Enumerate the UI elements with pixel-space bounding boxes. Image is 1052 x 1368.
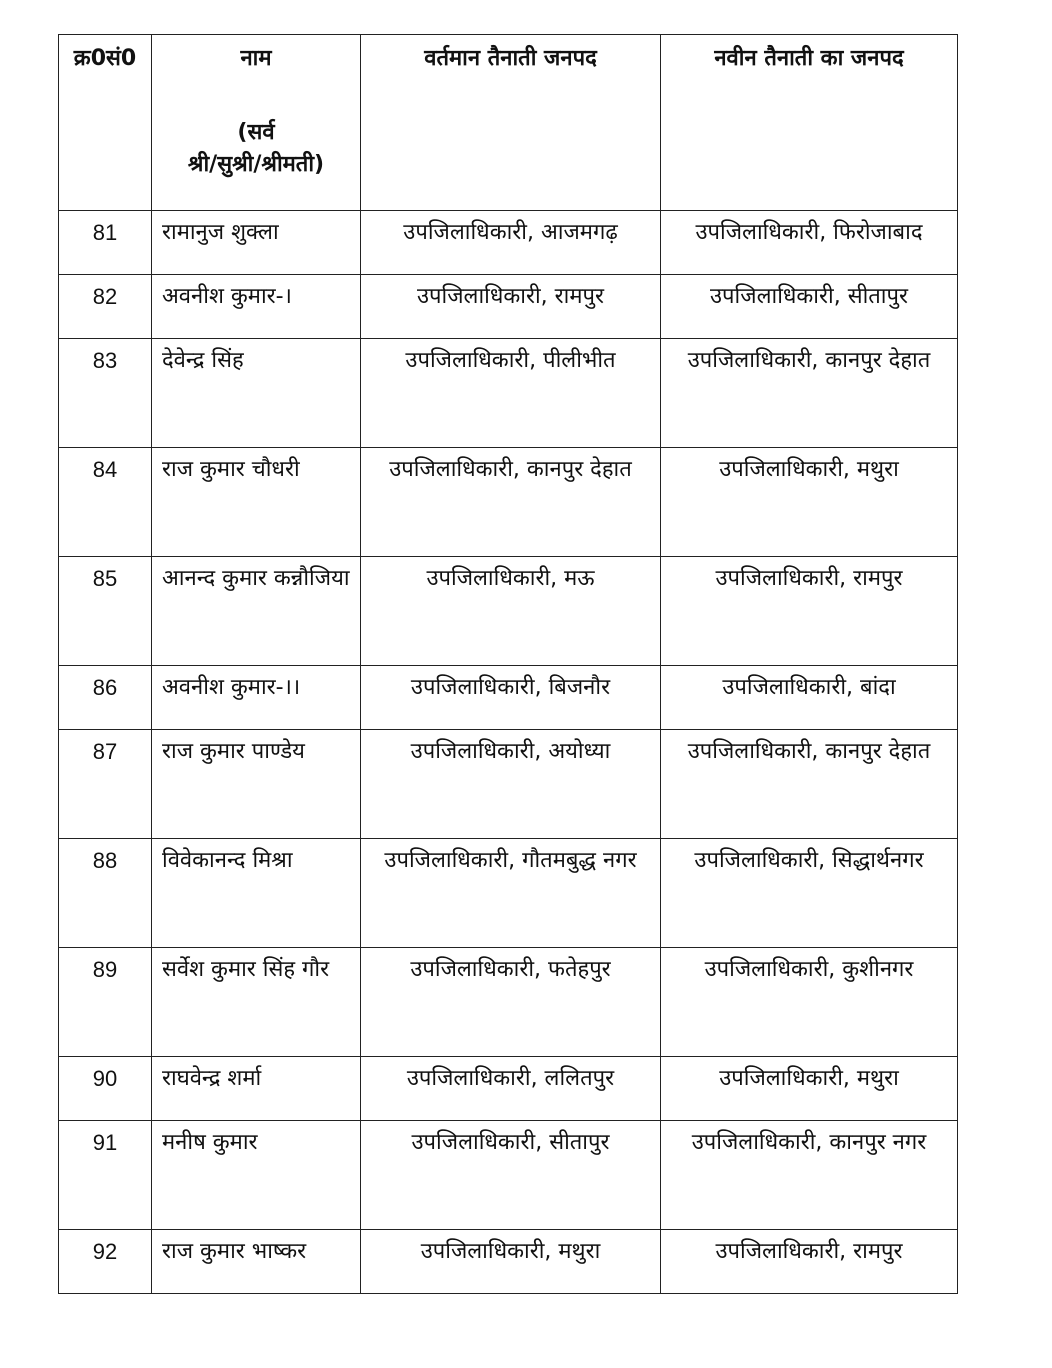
row-new-district: उपजिलाधिकारी, बांदा (661, 666, 958, 730)
row-name: रामानुज शुक्ला (152, 211, 361, 275)
row-current-district: उपजिलाधिकारी, बिजनौर (361, 666, 661, 730)
row-name: राज कुमार पाण्डेय (152, 730, 361, 839)
row-name: राघवेन्द्र शर्मा (152, 1057, 361, 1121)
table-row (59, 948, 958, 1057)
row-name: विवेकानन्द मिश्रा (152, 839, 361, 948)
row-sno: 84 (59, 448, 152, 557)
table-row (59, 730, 958, 839)
row-new-district: उपजिलाधिकारी, कानपुर देहात (661, 730, 958, 839)
header-name-label: नाम (240, 46, 272, 71)
row-new-district: उपजिलाधिकारी, सिद्धार्थनगर (661, 839, 958, 948)
table-row (59, 211, 958, 275)
row-sno: 82 (59, 275, 152, 339)
row-name: सर्वेश कुमार सिंह गौर (152, 948, 361, 1057)
row-current-district: उपजिलाधिकारी, अयोध्या (361, 730, 661, 839)
row-sno: 86 (59, 666, 152, 730)
row-name: मनीष कुमार (152, 1121, 361, 1230)
row-new-district: उपजिलाधिकारी, रामपुर (661, 557, 958, 666)
row-current-district: उपजिलाधिकारी, गौतमबुद्ध नगर (361, 839, 661, 948)
row-name: राज कुमार चौधरी (152, 448, 361, 557)
row-name: आनन्द कुमार कन्नौजिया (152, 557, 361, 666)
table-header-row (59, 35, 958, 211)
row-new-district: उपजिलाधिकारी, मथुरा (661, 1057, 958, 1121)
row-current-district: उपजिलाधिकारी, सीतापुर (361, 1121, 661, 1230)
table-row (59, 839, 958, 948)
header-current-district: वर्तमान तैनाती जनपद (361, 35, 661, 211)
table-row (59, 1121, 958, 1230)
row-new-district: उपजिलाधिकारी, सीतापुर (661, 275, 958, 339)
header-new-district: नवीन तैनाती का जनपद (661, 35, 958, 211)
row-name: देवेन्द्र सिंह (152, 339, 361, 448)
row-name: अवनीश कुमार-।। (152, 666, 361, 730)
row-sno: 87 (59, 730, 152, 839)
table-row (59, 275, 958, 339)
row-current-district: उपजिलाधिकारी, पीलीभीत (361, 339, 661, 448)
row-current-district: उपजिलाधिकारी, मथुरा (361, 1230, 661, 1294)
row-new-district: उपजिलाधिकारी, मथुरा (661, 448, 958, 557)
header-sno: क्र0सं0 (59, 35, 152, 211)
row-name: अवनीश कुमार-। (152, 275, 361, 339)
header-name-sub2: श्री/सुश्री/श्रीमती) (187, 152, 325, 177)
row-current-district: उपजिलाधिकारी, फतेहपुर (361, 948, 661, 1057)
row-current-district: उपजिलाधिकारी, आजमगढ़ (361, 211, 661, 275)
table-row (59, 1230, 958, 1294)
header-name-honorific (162, 117, 350, 181)
row-sno: 85 (59, 557, 152, 666)
row-new-district: उपजिलाधिकारी, कानपुर देहात (661, 339, 958, 448)
row-sno: 90 (59, 1057, 152, 1121)
row-sno: 89 (59, 948, 152, 1057)
header-name (152, 35, 361, 211)
row-new-district: उपजिलाधिकारी, कानपुर नगर (661, 1121, 958, 1230)
row-name: राज कुमार भाष्कर (152, 1230, 361, 1294)
header-name-sub: (सर्व (237, 120, 275, 145)
row-current-district: उपजिलाधिकारी, रामपुर (361, 275, 661, 339)
row-current-district: उपजिलाधिकारी, कानपुर देहात (361, 448, 661, 557)
table-row (59, 1057, 958, 1121)
row-new-district: उपजिलाधिकारी, कुशीनगर (661, 948, 958, 1057)
row-sno: 91 (59, 1121, 152, 1230)
row-current-district: उपजिलाधिकारी, ललितपुर (361, 1057, 661, 1121)
row-current-district: उपजिलाधिकारी, मऊ (361, 557, 661, 666)
table-row (59, 557, 958, 666)
table-row (59, 448, 958, 557)
row-sno: 88 (59, 839, 152, 948)
row-new-district: उपजिलाधिकारी, रामपुर (661, 1230, 958, 1294)
transfer-table (58, 34, 958, 1294)
row-sno: 92 (59, 1230, 152, 1294)
row-sno: 81 (59, 211, 152, 275)
row-new-district: उपजिलाधिकारी, फिरोजाबाद (661, 211, 958, 275)
table-row (59, 666, 958, 730)
table-row (59, 339, 958, 448)
row-sno: 83 (59, 339, 152, 448)
